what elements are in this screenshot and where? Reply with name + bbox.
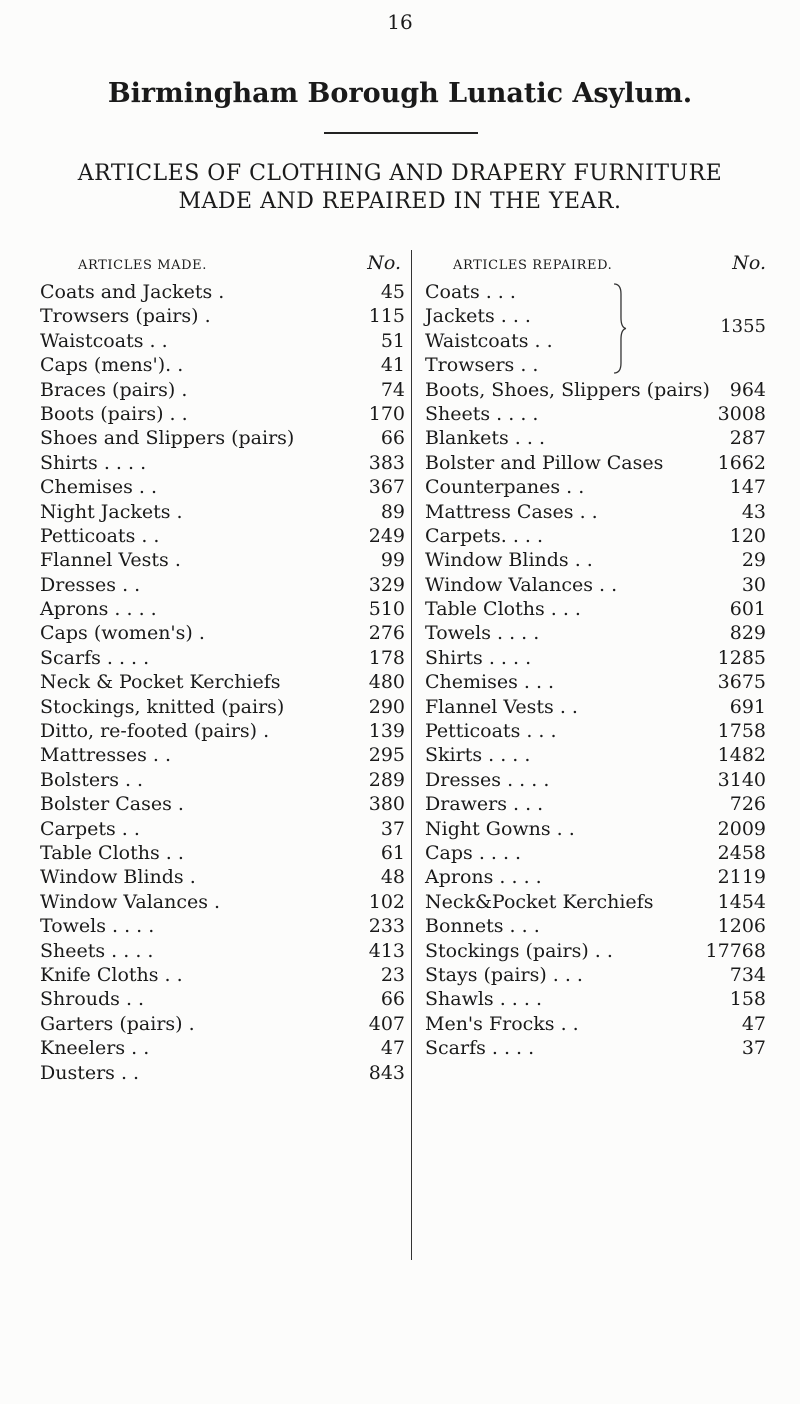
list-item (425, 475, 770, 499)
list-item (425, 939, 770, 963)
list-item (425, 963, 770, 987)
item-count: 102 (368, 890, 405, 913)
list-item (40, 768, 405, 792)
item-name: Caps (women's) . (40, 622, 205, 645)
item-name: Stockings (pairs) . . (425, 939, 613, 962)
item-name: Bonnets . . . (425, 915, 540, 938)
item-name: Aprons . . . . (425, 866, 542, 889)
item-name: Trowsers (pairs) . (40, 305, 211, 328)
item-name: Shrouds . . (40, 988, 145, 1011)
list-item (425, 573, 770, 597)
articles-repaired-column (425, 254, 770, 1061)
item-name: Chemises . . (40, 476, 158, 499)
item-count: 233 (368, 915, 405, 938)
item-count: 66 (380, 427, 405, 450)
item-count: 17768 (705, 939, 766, 962)
list-item (40, 890, 405, 914)
item-name: Shirts . . . . (425, 646, 532, 669)
list-item (40, 719, 405, 743)
item-name: Sheets . . . . (425, 402, 539, 425)
item-count: 147 (729, 476, 766, 499)
list-item (40, 597, 405, 621)
item-count: 510 (368, 598, 405, 621)
item-count: 290 (368, 695, 405, 718)
list-item (40, 817, 405, 841)
list-item (425, 646, 770, 670)
item-count: 37 (741, 1037, 766, 1060)
list-item (425, 1012, 770, 1036)
item-name: Window Valances . . (425, 573, 618, 596)
item-name: Waistcoats . . (425, 329, 553, 352)
item-count: 1206 (717, 915, 766, 938)
item-name: Window Blinds . . (425, 549, 593, 572)
list-item (425, 524, 770, 548)
item-count: 37 (380, 817, 405, 840)
articles-made-header (40, 254, 405, 280)
item-name: Boots (pairs) . . (40, 402, 188, 425)
list-item (40, 426, 405, 450)
item-count: 61 (380, 841, 405, 864)
item-count: 66 (380, 988, 405, 1011)
item-name: Drawers . . . (425, 793, 544, 816)
item-count: 47 (741, 1012, 766, 1035)
item-name: Garters (pairs) . (40, 1012, 195, 1035)
title-rule (324, 132, 478, 134)
list-item (425, 670, 770, 694)
list-item (40, 1012, 405, 1036)
list-item (40, 743, 405, 767)
item-count: 89 (380, 500, 405, 523)
item-name: Caps (mens'). . (40, 354, 184, 377)
list-item (425, 378, 770, 402)
list-item (425, 987, 770, 1011)
list-item (425, 451, 770, 475)
item-count: 45 (380, 281, 405, 303)
list-item (40, 548, 405, 572)
item-count: 1454 (717, 890, 766, 913)
list-item (425, 500, 770, 524)
list-item (425, 695, 770, 719)
item-name: Dresses . . . . (425, 768, 550, 791)
item-count: 367 (368, 476, 405, 499)
item-name: Boots, Shoes, Slippers (pairs) (425, 378, 710, 401)
item-name: Window Blinds . (40, 866, 196, 889)
item-count: 51 (380, 329, 405, 352)
list-item (425, 743, 770, 767)
item-name: Petticoats . . (40, 524, 160, 547)
page-title: Birmingham Borough Lunatic Asylum. (107, 78, 693, 109)
list-item (425, 597, 770, 621)
list-item (425, 719, 770, 743)
item-count: 413 (368, 939, 405, 962)
item-count: 383 (368, 451, 405, 474)
item-name: Scarfs . . . . (425, 1037, 535, 1060)
item-name: Mattress Cases . . (425, 500, 598, 523)
item-name: Ditto, re-footed (pairs) . (40, 720, 270, 743)
list-item (40, 402, 405, 426)
list-item (40, 500, 405, 524)
item-count: 287 (729, 427, 766, 450)
item-name: Caps . . . . (425, 841, 522, 864)
item-name: Carpets . . (40, 817, 140, 840)
list-item (425, 548, 770, 572)
item-name: Knife Cloths . . (40, 963, 183, 986)
list-item (425, 353, 770, 377)
item-count: 691 (729, 695, 766, 718)
list-item (40, 841, 405, 865)
list-item (425, 768, 770, 792)
list-item (40, 304, 405, 328)
item-count: 178 (368, 646, 405, 669)
item-name: Sheets . . . . (40, 939, 154, 962)
column-divider (411, 250, 412, 1260)
list-item (425, 621, 770, 645)
item-name: Flannel Vests . . (425, 695, 578, 718)
list-item (425, 890, 770, 914)
item-name: Table Cloths . . (40, 841, 184, 864)
list-item (40, 1036, 405, 1060)
articles-repaired-header (425, 254, 770, 280)
item-count: 295 (368, 744, 405, 767)
item-count: 41 (380, 354, 405, 377)
item-name: Jackets . . . (425, 305, 531, 328)
item-name: Trowsers . . (425, 354, 539, 377)
list-item (425, 1036, 770, 1060)
item-count: 829 (729, 622, 766, 645)
articles-repaired-heading: ARTICLES REPAIRED. (453, 258, 613, 273)
list-item (425, 841, 770, 865)
subtitle-line-2: MADE AND REPAIRED IN THE YEAR. (178, 189, 622, 214)
item-count: 48 (380, 866, 405, 889)
list-item (40, 353, 405, 377)
list-item (40, 914, 405, 938)
list-item (40, 378, 405, 402)
list-item (40, 865, 405, 889)
item-count: 120 (729, 524, 766, 547)
item-name: Table Cloths . . . (425, 598, 581, 621)
item-count: 30 (741, 573, 766, 596)
list-item (425, 426, 770, 450)
list-item (40, 280, 405, 304)
list-item (425, 329, 770, 353)
item-count: 380 (368, 793, 405, 816)
item-count: 3675 (717, 671, 766, 694)
item-name: Blankets . . . (425, 427, 545, 450)
item-count: 23 (380, 963, 405, 986)
item-count: 843 (368, 1061, 405, 1084)
list-item (40, 621, 405, 645)
list-item (40, 475, 405, 499)
item-count: 480 (368, 671, 405, 694)
item-name: Aprons . . . . (40, 598, 157, 621)
item-name: Petticoats . . . (425, 720, 557, 743)
list-item (40, 792, 405, 816)
articles-repaired-number-heading: No. (732, 252, 766, 274)
item-count: 289 (368, 768, 405, 791)
list-item (425, 914, 770, 938)
item-count: 2009 (717, 817, 766, 840)
item-name: Coats and Jackets . (40, 281, 225, 303)
item-count: 2458 (717, 841, 766, 864)
list-item (40, 695, 405, 719)
list-item (425, 402, 770, 426)
list-item (425, 817, 770, 841)
item-count: 601 (729, 598, 766, 621)
item-name: Bolster and Pillow Cases (425, 451, 664, 474)
item-count: 139 (368, 720, 405, 743)
item-count: 47 (380, 1037, 405, 1060)
list-item (425, 865, 770, 889)
item-name: Towels . . . . (425, 622, 540, 645)
list-item (40, 1061, 405, 1085)
articles-made-column (40, 254, 405, 1085)
item-name: Night Gowns . . (425, 817, 575, 840)
item-name: Kneelers . . (40, 1037, 150, 1060)
item-count: 734 (729, 963, 766, 986)
item-count: 99 (380, 549, 405, 572)
item-count: 964 (729, 378, 766, 401)
articles-made-list (40, 280, 405, 1085)
list-item (40, 329, 405, 353)
item-count: 1285 (717, 646, 766, 669)
item-name: Stays (pairs) . . . (425, 963, 583, 986)
item-count: 158 (729, 988, 766, 1011)
item-count: 170 (368, 402, 405, 425)
item-name: Window Valances . (40, 890, 221, 913)
item-name: Scarfs . . . . (40, 646, 150, 669)
item-count: 1758 (717, 720, 766, 743)
item-count: 1662 (717, 451, 766, 474)
item-name: Mattresses . . (40, 744, 172, 767)
item-name: Towels . . . . (40, 915, 155, 938)
item-name: Braces (pairs) . (40, 378, 188, 401)
grouped-repair-value: 1355 (720, 316, 766, 337)
list-item (40, 670, 405, 694)
list-item (425, 304, 770, 328)
item-name: Dresses . . (40, 573, 141, 596)
list-item (40, 573, 405, 597)
item-count: 276 (368, 622, 405, 645)
page-number: 16 (387, 10, 413, 34)
item-name: Skirts . . . . (425, 744, 531, 767)
list-item (40, 939, 405, 963)
item-count: 726 (729, 793, 766, 816)
item-name: Chemises . . . (425, 671, 555, 694)
articles-made-heading: ARTICLES MADE. (78, 258, 208, 273)
list-item (425, 792, 770, 816)
list-item (40, 987, 405, 1011)
item-count: 115 (368, 305, 405, 328)
item-name: Carpets. . . . (425, 524, 544, 547)
item-name: Bolsters . . (40, 768, 144, 791)
list-item (40, 524, 405, 548)
list-item (425, 280, 770, 304)
item-name: Men's Frocks . . (425, 1012, 579, 1035)
item-name: Neck & Pocket Kerchiefs (40, 671, 281, 694)
item-name: Night Jackets . (40, 500, 183, 523)
articles-repaired-list (425, 280, 770, 1061)
item-count: 74 (380, 378, 405, 401)
item-name: Shawls . . . . (425, 988, 542, 1011)
item-name: Coats . . . (425, 281, 516, 303)
item-count: 1482 (717, 744, 766, 767)
subtitle-line-1: ARTICLES OF CLOTHING AND DRAPERY FURNITURE (77, 161, 723, 186)
item-count: 249 (368, 524, 405, 547)
item-name: Dusters . . (40, 1061, 140, 1084)
item-count: 29 (741, 549, 766, 572)
list-item (40, 963, 405, 987)
item-name: Flannel Vests . (40, 549, 181, 572)
item-name: Shoes and Slippers (pairs) (40, 427, 295, 450)
item-count: 407 (368, 1012, 405, 1035)
item-name: Bolster Cases . (40, 793, 184, 816)
item-count: 43 (741, 500, 766, 523)
item-count: 2119 (717, 866, 766, 889)
item-name: Neck&Pocket Kerchiefs (425, 890, 654, 913)
item-name: Shirts . . . . (40, 451, 147, 474)
section-subtitle (40, 160, 760, 216)
item-count: 3140 (717, 768, 766, 791)
articles-made-number-heading: No. (367, 252, 401, 274)
item-name: Stockings, knitted (pairs) (40, 695, 285, 718)
item-name: Counterpanes . . (425, 476, 585, 499)
list-item (40, 646, 405, 670)
list-item (40, 451, 405, 475)
item-name: Waistcoats . . (40, 329, 168, 352)
item-count: 329 (368, 573, 405, 596)
item-count: 3008 (717, 402, 766, 425)
